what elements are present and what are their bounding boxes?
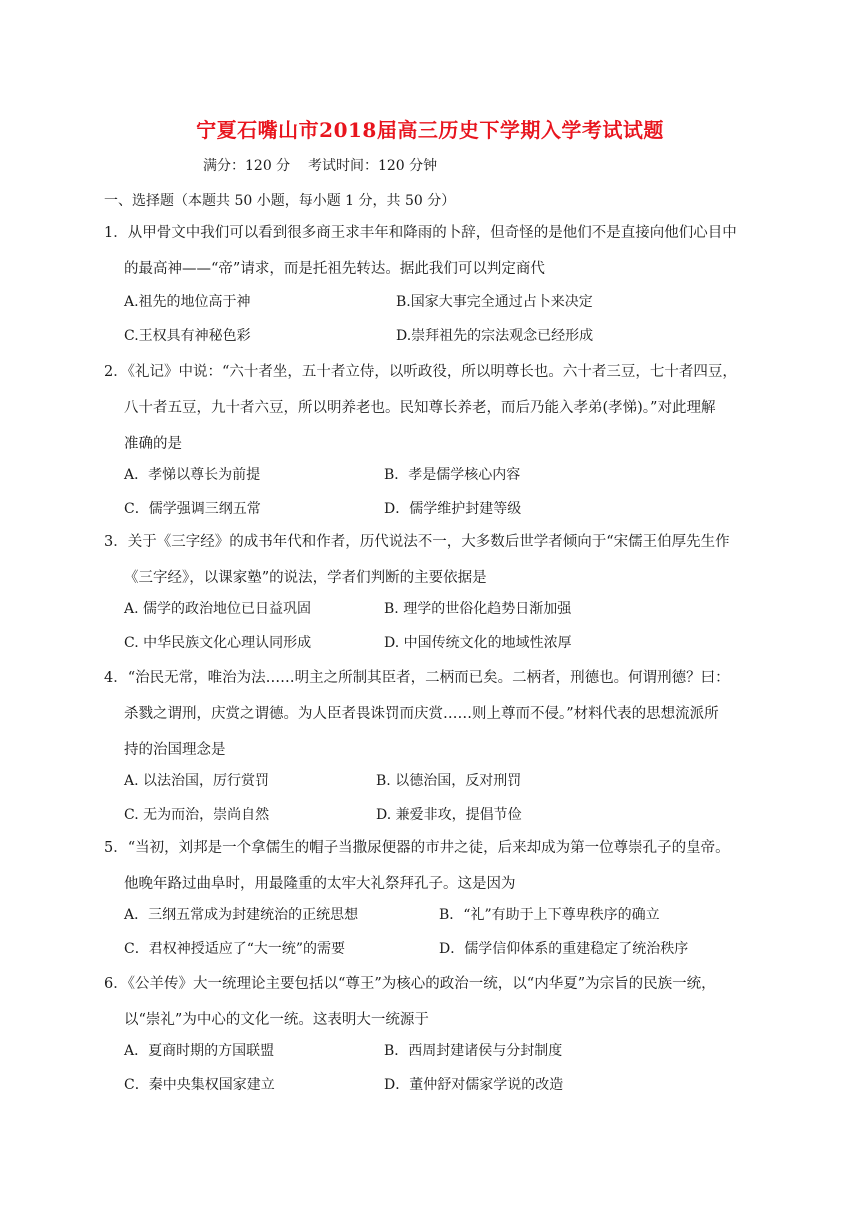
question-2-line-3: 准确的是 [124, 436, 182, 452]
question-6-option-a: A．夏商时期的方国联盟 [124, 1043, 275, 1059]
question-2-option-c: C．儒学强调三纲五常 [124, 501, 261, 517]
question-3-option-c: C. 中华民族文化心理认同形成 [124, 635, 312, 651]
question-1-option-a: A.祖先的地位高于神 [124, 294, 251, 310]
question-6-option-c: C．秦中央集权国家建立 [124, 1077, 275, 1093]
question-2-option-d: D．儒学维护封建等级 [384, 501, 522, 517]
question-5-option-a: A．三纲五常成为封建统治的正统思想 [124, 907, 359, 923]
question-5-line-1: 5．“当初，刘邦是一个拿儒生的帽子当撒尿便器的市井之徒，后来却成为第一位尊崇孔子的皇帝。 [104, 840, 730, 856]
question-2-line-1: 2．《礼记》中说：“六十者坐，五十者立侍，以听政役，所以明尊长也。六十者三豆，七十者四豆， [104, 364, 737, 380]
question-4-line-3: 持的治国理念是 [124, 742, 226, 758]
question-6-line-1: 6．《公羊传》大一统理论主要包括以“尊王”为核心的政治一统，以“内华夏”为宗旨的民族一统， [104, 976, 716, 992]
question-5-option-c: C．君权神授适应了“大一统”的需要 [124, 941, 346, 957]
question-1-line-2: 的最高神——“帝”请求，而是托祖先转达。据此我们可以判定商代 [124, 261, 545, 277]
question-5-line-2: 他晚年路过曲阜时，用最隆重的太牢大礼祭拜孔子。这是因为 [124, 876, 516, 892]
question-5-option-b: B．“礼”有助于上下尊卑秩序的确立 [439, 907, 660, 923]
question-2-option-a: A．孝悌以尊长为前提 [124, 467, 261, 483]
question-3-line-1: 3．关于《三字经》的成书年代和作者，历代说法不一，大多数后世学者倾向于“宋儒王伯厚先生作 [104, 534, 730, 550]
question-6-option-b: B．西周封建诸侯与分封制度 [384, 1043, 563, 1059]
question-1-line-1: 1．从甲骨文中我们可以看到很多商王求丰年和降雨的卜辞，但奇怪的是他们不是直接向他们心目中 [104, 225, 737, 241]
question-2-line-2: 八十者五豆，九十者六豆，所以明养老也。民知尊长养老，而后乃能入孝弟(孝悌)。”对此理解 [124, 400, 716, 416]
question-3-option-d: D. 中国传统文化的地域性浓厚 [384, 635, 572, 651]
question-4-option-d: D. 兼爱非攻，提倡节俭 [376, 807, 522, 823]
question-3-option-a: A. 儒学的政治地位已日益巩固 [124, 601, 312, 617]
question-6-option-d: D．董仲舒对儒家学说的改造 [384, 1077, 564, 1093]
question-4-option-a: A. 以法治国，厉行赏罚 [124, 773, 270, 789]
page-title: 宁夏石嘴山市2018届高三历史下学期入学考试试题 [196, 118, 664, 142]
question-5-option-d: D．儒学信仰体系的重建稳定了统治秩序 [439, 941, 689, 957]
question-4-option-b: B. 以德治国，反对刑罚 [376, 773, 522, 789]
question-3-line-2: 《三字经》，以课家塾”的说法，学者们判断的主要依据是 [124, 570, 487, 586]
question-1-option-b: B.国家大事完全通过占卜来决定 [396, 294, 593, 310]
question-2-option-b: B．孝是儒学核心内容 [384, 467, 521, 483]
question-4-line-2: 杀戮之谓刑，庆赏之谓德。为人臣者畏诛罚而庆赏……则上尊而不侵。”材料代表的思想流派所 [124, 706, 719, 722]
question-3-option-b: B. 理学的世俗化趋势日渐加强 [384, 601, 572, 617]
question-4-option-c: C. 无为而治，崇尚自然 [124, 807, 270, 823]
question-1-option-c: C.王权具有神秘色彩 [124, 328, 251, 344]
question-4-line-1: 4．“治民无常，唯治为法……明主之所制其臣者，二柄而已矣。二柄者，刑德也。何谓刑德？曰： [104, 670, 730, 686]
exam-meta: 满分：120 分 考试时间：120 分钟 [203, 158, 438, 174]
question-1-option-d: D.崇拜祖先的宗法观念已经形成 [396, 328, 594, 344]
section-heading: 一、选择题（本题共 50 小题，每小题 1 分，共 50 分） [104, 193, 456, 209]
question-6-line-2: 以“崇礼”为中心的文化一统。这表明大一统源于 [124, 1012, 429, 1028]
